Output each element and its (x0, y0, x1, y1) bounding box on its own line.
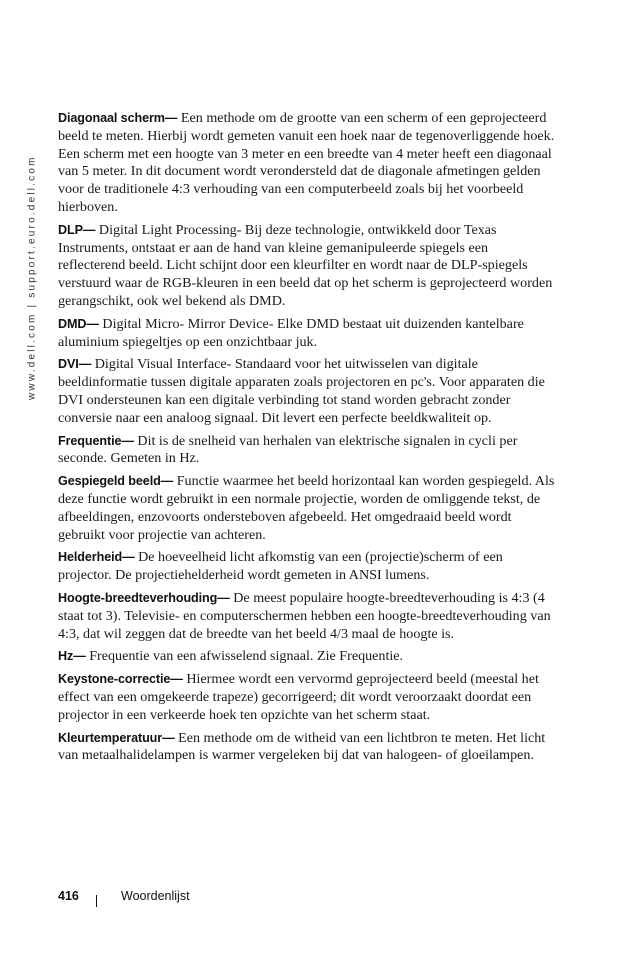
page-footer (58, 889, 190, 913)
glossary-term: DLP— (58, 222, 96, 237)
glossary-term: Kleurtemperatuur— (58, 730, 175, 745)
glossary-term: Diagonaal scherm— (58, 111, 178, 125)
page-number: 416 (58, 889, 79, 903)
glossary-term: Gespiegeld beeld— (58, 474, 174, 489)
glossary-term: DMD— (58, 316, 99, 331)
glossary-term: Helderheid— (58, 550, 135, 565)
glossary-entry-dlp (58, 222, 558, 311)
glossary-term: Hoogte-breedteverhouding— (58, 590, 230, 605)
glossary-entry-frequentie (58, 433, 558, 469)
glossary-definition: Frequentie van een afwisselend signaal. Zie Frequentie. (85, 648, 404, 665)
glossary-definition: Een methode om de witheid van een lichtbron te meten. Het licht van metaalhalidelampen is warmer vergeleken bij dat van halogeen- of gloeilampen. (58, 729, 546, 764)
glossary-term: Frequentie— (58, 433, 134, 448)
footer-divider (96, 895, 97, 907)
glossary-term: Keystone-correctie— (58, 672, 183, 687)
glossary-definition: Hiermee wordt een vervormd geprojecteerd beeld (meestal het effect van een omgekeerde trapeze) gecorrigeerd; dit wordt veroorzaakt doordat een projector in een verkeerde hoek ten opzichte van het scherm staat. (58, 671, 539, 723)
glossary-definition: De hoeveelheid licht afkomstig van een (projectie)scherm of een projector. De projectiehelderheid wordt gemeten in ANSI lumens. (58, 549, 503, 584)
section-title: Woordenlijst (121, 889, 190, 903)
glossary-entry-helderheid (58, 549, 558, 585)
glossary-content (58, 110, 558, 770)
glossary-term: DVI— (58, 357, 92, 372)
glossary-definition: Digital Visual Interface- Standaard voor het uitwisselen van digitale beeldinformatie tussen digitale apparaten zoals projectoren en pc's. Voor apparaten die DVI ondersteunen kan een digitale verbinding tot stand worden gebracht zonder conversie naar een analoog signaal. Dit levert een perfecte beeldkwaliteit op. (58, 356, 545, 426)
glossary-definition: Een methode om de grootte van een scherm of een geprojecteerd beeld te meten. Hierbij wordt gemeten vanuit een hoek naar de tegenoverliggende hoek. Een scherm met een hoogte van 3 meter en een breedte van 4 meter heeft een diagonaal van 5 meter. In dit document wordt verondersteld dat de diagonale afmetingen gelden voor de traditionele 4:3 verhouding van een computerbeeld zoals bij het voorbeeld hierboven. (58, 110, 555, 215)
glossary-term: Hz— (58, 649, 86, 664)
glossary-entry-diagonaal-scherm (58, 110, 558, 217)
glossary-entry-dmd (58, 316, 558, 352)
glossary-entry-kleurtemperatuur (58, 730, 558, 766)
glossary-definition: Functie waarmee het beeld horizontaal kan worden gespiegeld. Als deze functie wordt gebruikt in een normale projectie, worden de omliggende tekst, de afbeeldingen, enzovoorts ondersteboven afgebeeld. Het omgedraaid beeld wordt gebruikt voor projectie van achteren. (58, 473, 555, 543)
glossary-entry-gespiegeld-beeld (58, 473, 558, 544)
sidebar-url: www.dell.com | support.euro.dell.com (26, 155, 38, 400)
glossary-definition: Dit is de snelheid van herhalen van elektrische signalen in cycli per seconde. Gemeten in Hz. (58, 432, 518, 467)
glossary-entry-hz (58, 648, 558, 666)
glossary-definition: De meest populaire hoogte-breedteverhouding is 4:3 (4 staat tot 3). Televisie- en computerschermen hebben een hoogte-breedteverhouding van 4:3, dat wil zeggen dat de breedte van het beeld 4/3 maal de hoogte is. (58, 589, 551, 642)
glossary-definition: Digital Light Processing- Bij deze technologie, ontwikkeld door Texas Instruments, ontstaat er aan de hand van kleine gemanipuleerde spiegels een reflecterend beeld. Licht schijnt door een kleurfilter en wordt naar de DLP-spiegels verstuurd waar de RGB-kleuren in een beeld dat op het scherm is geprojecteerd worden gerangschikt, ook wel bekend als DMD. (58, 221, 553, 309)
glossary-entry-hoogte-breedteverhouding (58, 590, 558, 643)
glossary-entry-keystone-correctie (58, 671, 558, 724)
glossary-definition: Digital Micro- Mirror Device- Elke DMD bestaat uit duizenden kantelbare aluminium spiegeltjes op een onzichtbaar juk. (58, 315, 524, 350)
glossary-entry-dvi (58, 356, 558, 427)
